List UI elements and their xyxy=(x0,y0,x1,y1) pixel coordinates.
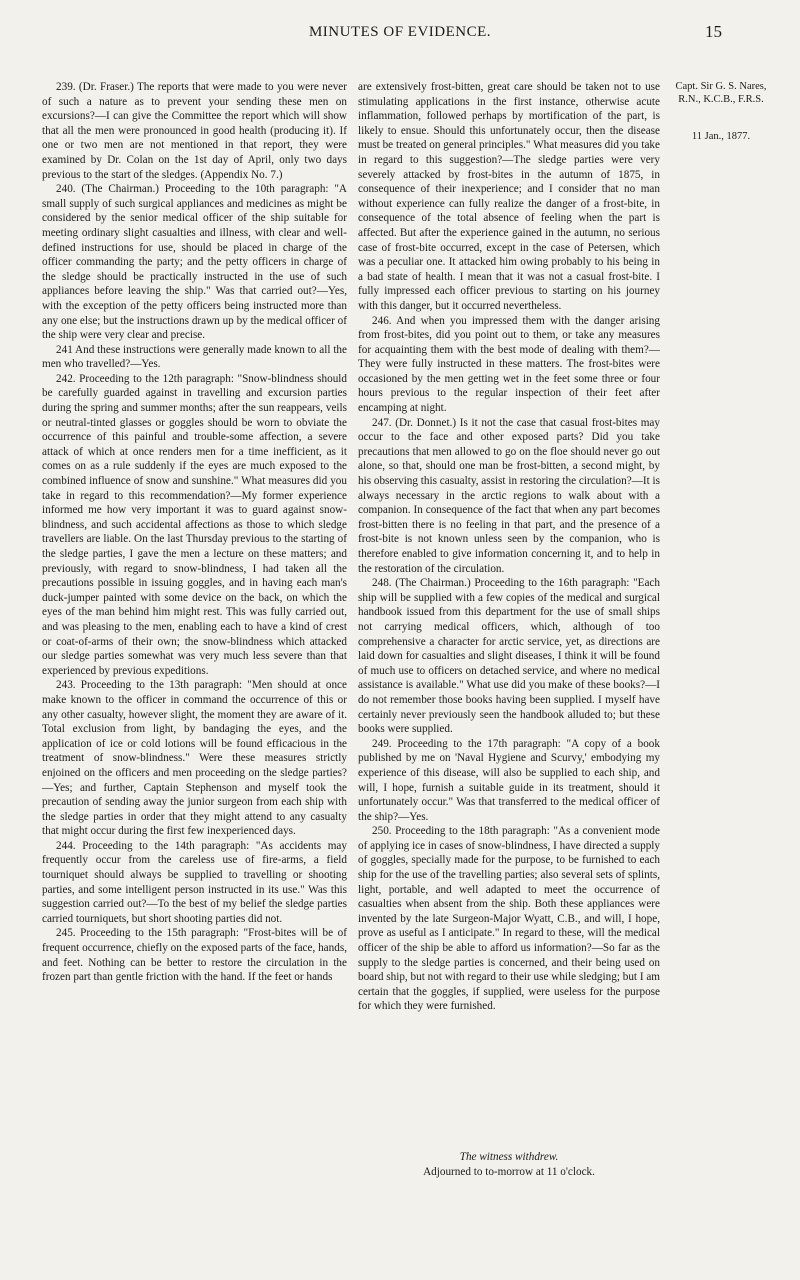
paragraph-245-continued: are extensively frost-bitten, great care should be taken not to use stimulating applications in the first instance, otherwise acute inflammation, followed perhaps by mortification of the part, is likely to ensue. Should this unfortunately occur, then the disease must be treated on general principles." What measures did you take in regard to this suggestion?—The sledge parties were very severely attacked by frost-bites in the autumn of 1875, in consequence of their inexperience; and I consider that no man without experience can fully realize the danger of a frost-bite, in consequence of the total absence of feeling when the part is affected. But after the experience gained in the autumn, no serious case of frost-bite occurred, except in the case of Petersen, which was a peculiar one. It attacked him owing probably to his being in a bad state of health. I mean that it was not a casual frost-bite. I fully impressed each officer previous to starting on his journey with this danger, but it occurred nevertheless. xyxy=(358,81,660,312)
paragraph-246: 246. And when you impressed them with the danger arising from frost-bites, did you point out to them, or take any measures for acquainting them with the best mode of dealing with them?—They were fully instructed in these matters. The frost-bites were occasioned by the men getting wet in the feet some three or four hours previous to the regular inspection of their feet after encamping at night. xyxy=(358,314,660,415)
left-text-column xyxy=(42,80,347,985)
paragraph-243: 243. Proceeding to the 13th paragraph: "Men should at once make known to the officer in command the occurrence of this or any other casualty, however slight, the moment they are aware of it. Total exclusion from light, by bandaging the eyes, and the application of ice or cold lotions will be found efficacious in the treatment of snow-blindness." Were these measures strictly enjoined on the officers and men proceeding on the sledge parties?—Yes; and further, Captain Stephenson and myself took the precaution of sending away the junior surgeon from each ship with the sledge parties in order that they might attend to any casualty that might occur during the first few inexperienced days. xyxy=(42,679,347,838)
paragraph-245: 245. Proceeding to the 15th paragraph: "Frost-bites will be of frequent occurrence, chiefly on the exposed parts of the face, hands, and feet. Nothing can be better to restore the circulation in the frozen part than gentle friction with the hand. If the feet or hands xyxy=(42,927,347,984)
adjournment-note: Adjourned to to-morrow at 11 o'clock. xyxy=(423,1166,595,1178)
paragraph-239: 239. (Dr. Fraser.) The reports that were made to you were never of such a nature as to prevent your sending these men on excursions?—I can give the Committee the report which will show that all the men were pronounced in good health (producing it). If one or two men are not mentioned in that report, they were examined by Dr. Colan on the 1st day of April, only two days previous to the start of the sledges. (Appendix No. 7.) xyxy=(42,81,347,181)
witness-sidenote: Capt. Sir G. S. Nares, R.N., K.C.B., F.R.S. xyxy=(675,81,767,105)
witness-withdrew: The witness withdrew. xyxy=(459,1151,559,1163)
page-number: 15 xyxy=(705,22,722,41)
paragraph-241: 241 And these instructions were generally made known to all the men who travelled?—Yes. xyxy=(42,343,347,371)
date-sidenote: 11 Jan., 1877. xyxy=(691,131,751,142)
closing-notes xyxy=(358,1150,660,1180)
paragraph-244: 244. Proceeding to the 14th paragraph: "As accidents may frequently occur from the careless use of fire-arms, a field tourniquet should always be supplied to travelling or shooting parties, and some intelligent person instructed in its use." Was this suggestion carried out?—To the best of my belief the sledge parties carried tourniquets, but short shooting parties did not. xyxy=(42,839,347,925)
paragraph-248: 248. (The Chairman.) Proceeding to the 16th paragraph: "Each ship will be supplied with a few copies of the medical and surgical handbook issued from this department for the use of small ships not carrying medical officers, which, although of too comprehensive a character for arctic service, yet, as directions are laid down for casualties and slight diseases, I think it will be found of much use to officers on detached service, and where no medical assistance is available." What use did you make of these books?—I do not remember those books having been supplied. I myself have certainly never previously seen the handbook alluded to; but these books were supplied. xyxy=(358,577,660,736)
paragraph-240: 240. (The Chairman.) Proceeding to the 10th paragraph: "A small supply of such surgical appliances and medicines as might be considered by the senior medical officer of the ship suitable for meeting ordinary slight casualties and illness, with clear and well-defined instructions for use, should be placed in charge of the officer commanding the party; and the petty officers in charge of the sledge should be practically instructed in the use of such appliances before leaving the ship." Was that carried out?—Yes, with the exception of the petty officers being instructed more than any one else; but the instructions drawn up by the medical officer of the ship were very clear and precise. xyxy=(42,183,347,342)
paragraph-247: 247. (Dr. Donnet.) Is it not the case that casual frost-bites may occur to the face and other exposed parts? Did you take precautions that men allowed to go on the floe should never go out alone, so that, should one man be frost-bitten, a second might, by his observing this casualty, assist in restoring the circulation?—It is always necessary in the arctic regions to walk about with a companion. In consequence of the fact that when any part becomes frost-bitten there is no feeling in that part, and the presence of a frost-bite is not known unless seen by the companion, who is therefore enabled to give information concerning it, and to help in the restoration of the circulation. xyxy=(358,416,660,575)
right-text-column xyxy=(358,80,660,1014)
paragraph-249: 249. Proceeding to the 17th paragraph: "A copy of a book published by me on 'Naval Hygiene and Scurvy,' embodying my experience of this disease, will also be supplied to each ship, and will, I hope, furnish a suitable guide in its treatment, should it unfortunately occur." Was that transferred to the medical officer of the ship?—Yes. xyxy=(358,737,660,823)
paragraph-242: 242. Proceeding to the 12th paragraph: "Snow-blindness should be carefully guarded against in travelling and excursion parties during the spring and summer months; after the sun reappears, veils or neutral-tinted glasses or goggles should be worn to obviate the occurrence of this painful and trouble-some affection, a severe attack of which at once renders men for a time inefficient, as it comes on as a rule suddenly if the eyes are much exposed to the combined influence of snow and sunshine." What measures did you take in regard to this recommendation?—My former experience informed me how very important it was to guard against snow-blindness, and such accidental affections as those to which sledge travellers are liable. On the last Thursday previous to the starting of the sledge parties, I gave the men a lecture on these matters; and previously, with regard to snow-blindness, I had taken all the precautions possible in issuing goggles, and in having each man's duck-jumper painted with some device on the back, on which the eyes of the man behind him might rest. This was fully carried out, and was pleasing to the men, enabling each to have a kind of crest or coat-of-arms of their own; the snow-blindness which attacked our sledge parties somewhat was very much less severe than that experienced by previous expeditions. xyxy=(42,372,347,677)
paragraph-250: 250. Proceeding to the 18th paragraph: "As a convenient mode of applying ice in cases of snow-blindness, I have directed a supply of goggles, specially made for the purpose, to be furnished to each ship for the use of the travelling parties; also several sets of splints, light, portable, and well adapted to meet the occurrence of casualties when absent from the ship. Both these appliances were invented by the late Surgeon-Major Wyatt, C.B., and will, I hope, prove as useful as I anticipate." In regard to these, will the medical officer of the ship be able to afford us information?—So far as the supply to the sledge parties is concerned, and their being used on board ship, but not with regard to their use while sledging; but I am certain that the goggles, if supplied, were useless for the purpose for which they were furnished. xyxy=(358,825,661,1013)
running-header: MINUTES OF EVIDENCE. xyxy=(308,24,492,40)
